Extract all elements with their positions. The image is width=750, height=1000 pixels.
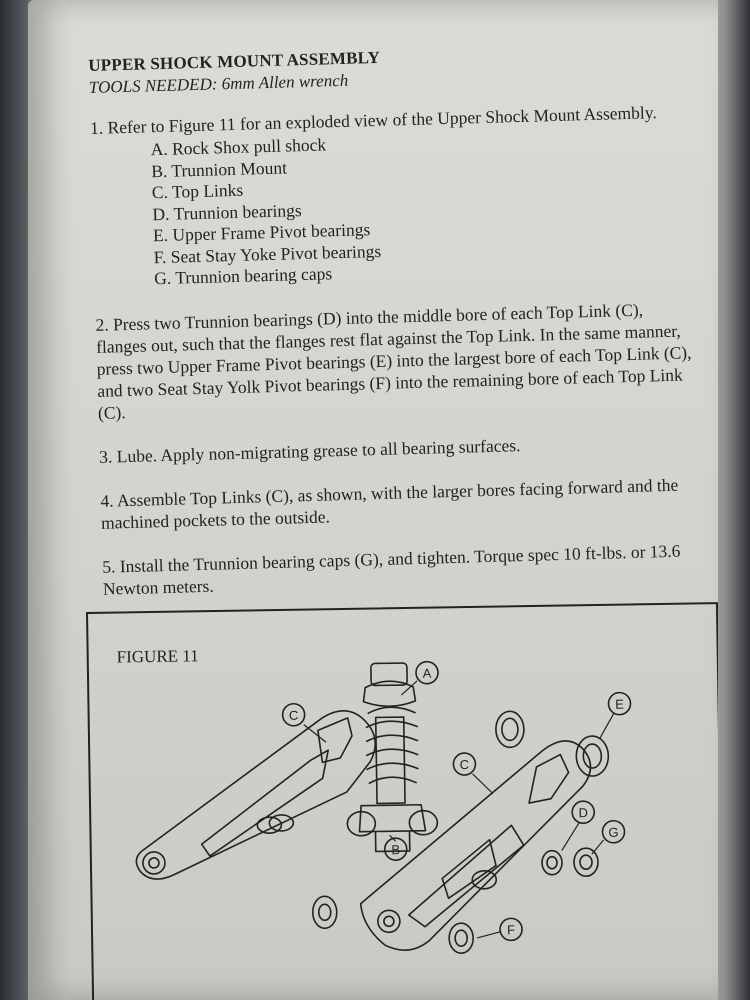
step-2: 2. Press two Trunnion bearings (D) into the middle bore of each Top Link (C), flanges out, such that the flanges rest flat against the Top Link. In the same manner, press two Upper Frame Pivot bearings (E) into the largest bore of each Top Link (C), and two Seat Stay Yolk Pivot bearings (F) into the remaining bore of each Top Link (C). (95, 299, 692, 423)
callout-label: C (288, 707, 299, 723)
loose-bearings (310, 710, 612, 956)
tools-needed: TOOLS NEEDED: 6mm Allen wrench (88, 70, 349, 97)
part-b: B. Trunnion Mount (150, 156, 288, 181)
section-heading: UPPER SHOCK MOUNT ASSEMBLY (88, 47, 381, 75)
page-content (88, 38, 703, 599)
callout-label: D (578, 805, 589, 821)
callout-label: E (615, 696, 624, 712)
parts-list (150, 124, 694, 290)
part-g: G. Trunnion bearing caps (153, 263, 333, 289)
figure-label: FIGURE 11 (116, 646, 199, 667)
step-3: 3. Lube. Apply non-migrating grease to all bearing surfaces. (98, 434, 521, 467)
part-e: E. Upper Frame Pivot bearings (152, 219, 371, 246)
exploded-view-drawing (88, 604, 718, 1000)
part-a: A. Rock Shox pull shock (150, 134, 327, 160)
step-5: 5. Install the Trunnion bearing caps (G), and tighten. Torque spec 10 ft-lbs. or 13.6 Newton meters. (102, 540, 681, 599)
manual-page (28, 0, 718, 1000)
callout-leaders (303, 678, 617, 941)
callout-label: B (391, 842, 401, 858)
callout-label: A (422, 665, 432, 681)
part-c: C. Top Links (151, 179, 244, 203)
figure-11-frame (86, 602, 718, 1000)
part-f: F. Seat Stay Yoke Pivot bearings (153, 240, 382, 267)
left-top-link (134, 707, 377, 879)
step-1: 1. Refer to Figure 11 for an exploded view of the Upper Shock Mount Assembly. (89, 102, 657, 138)
callout-label: F (506, 922, 516, 938)
part-d: D. Trunnion bearings (152, 199, 302, 224)
rock-shox-shock (345, 663, 438, 852)
callout-label: C (459, 757, 470, 773)
step-4: 4. Assemble Top Links (C), as shown, with the larger bores facing forward and the machined pockets to the outside. (100, 474, 679, 533)
callout-label: G (608, 824, 619, 840)
